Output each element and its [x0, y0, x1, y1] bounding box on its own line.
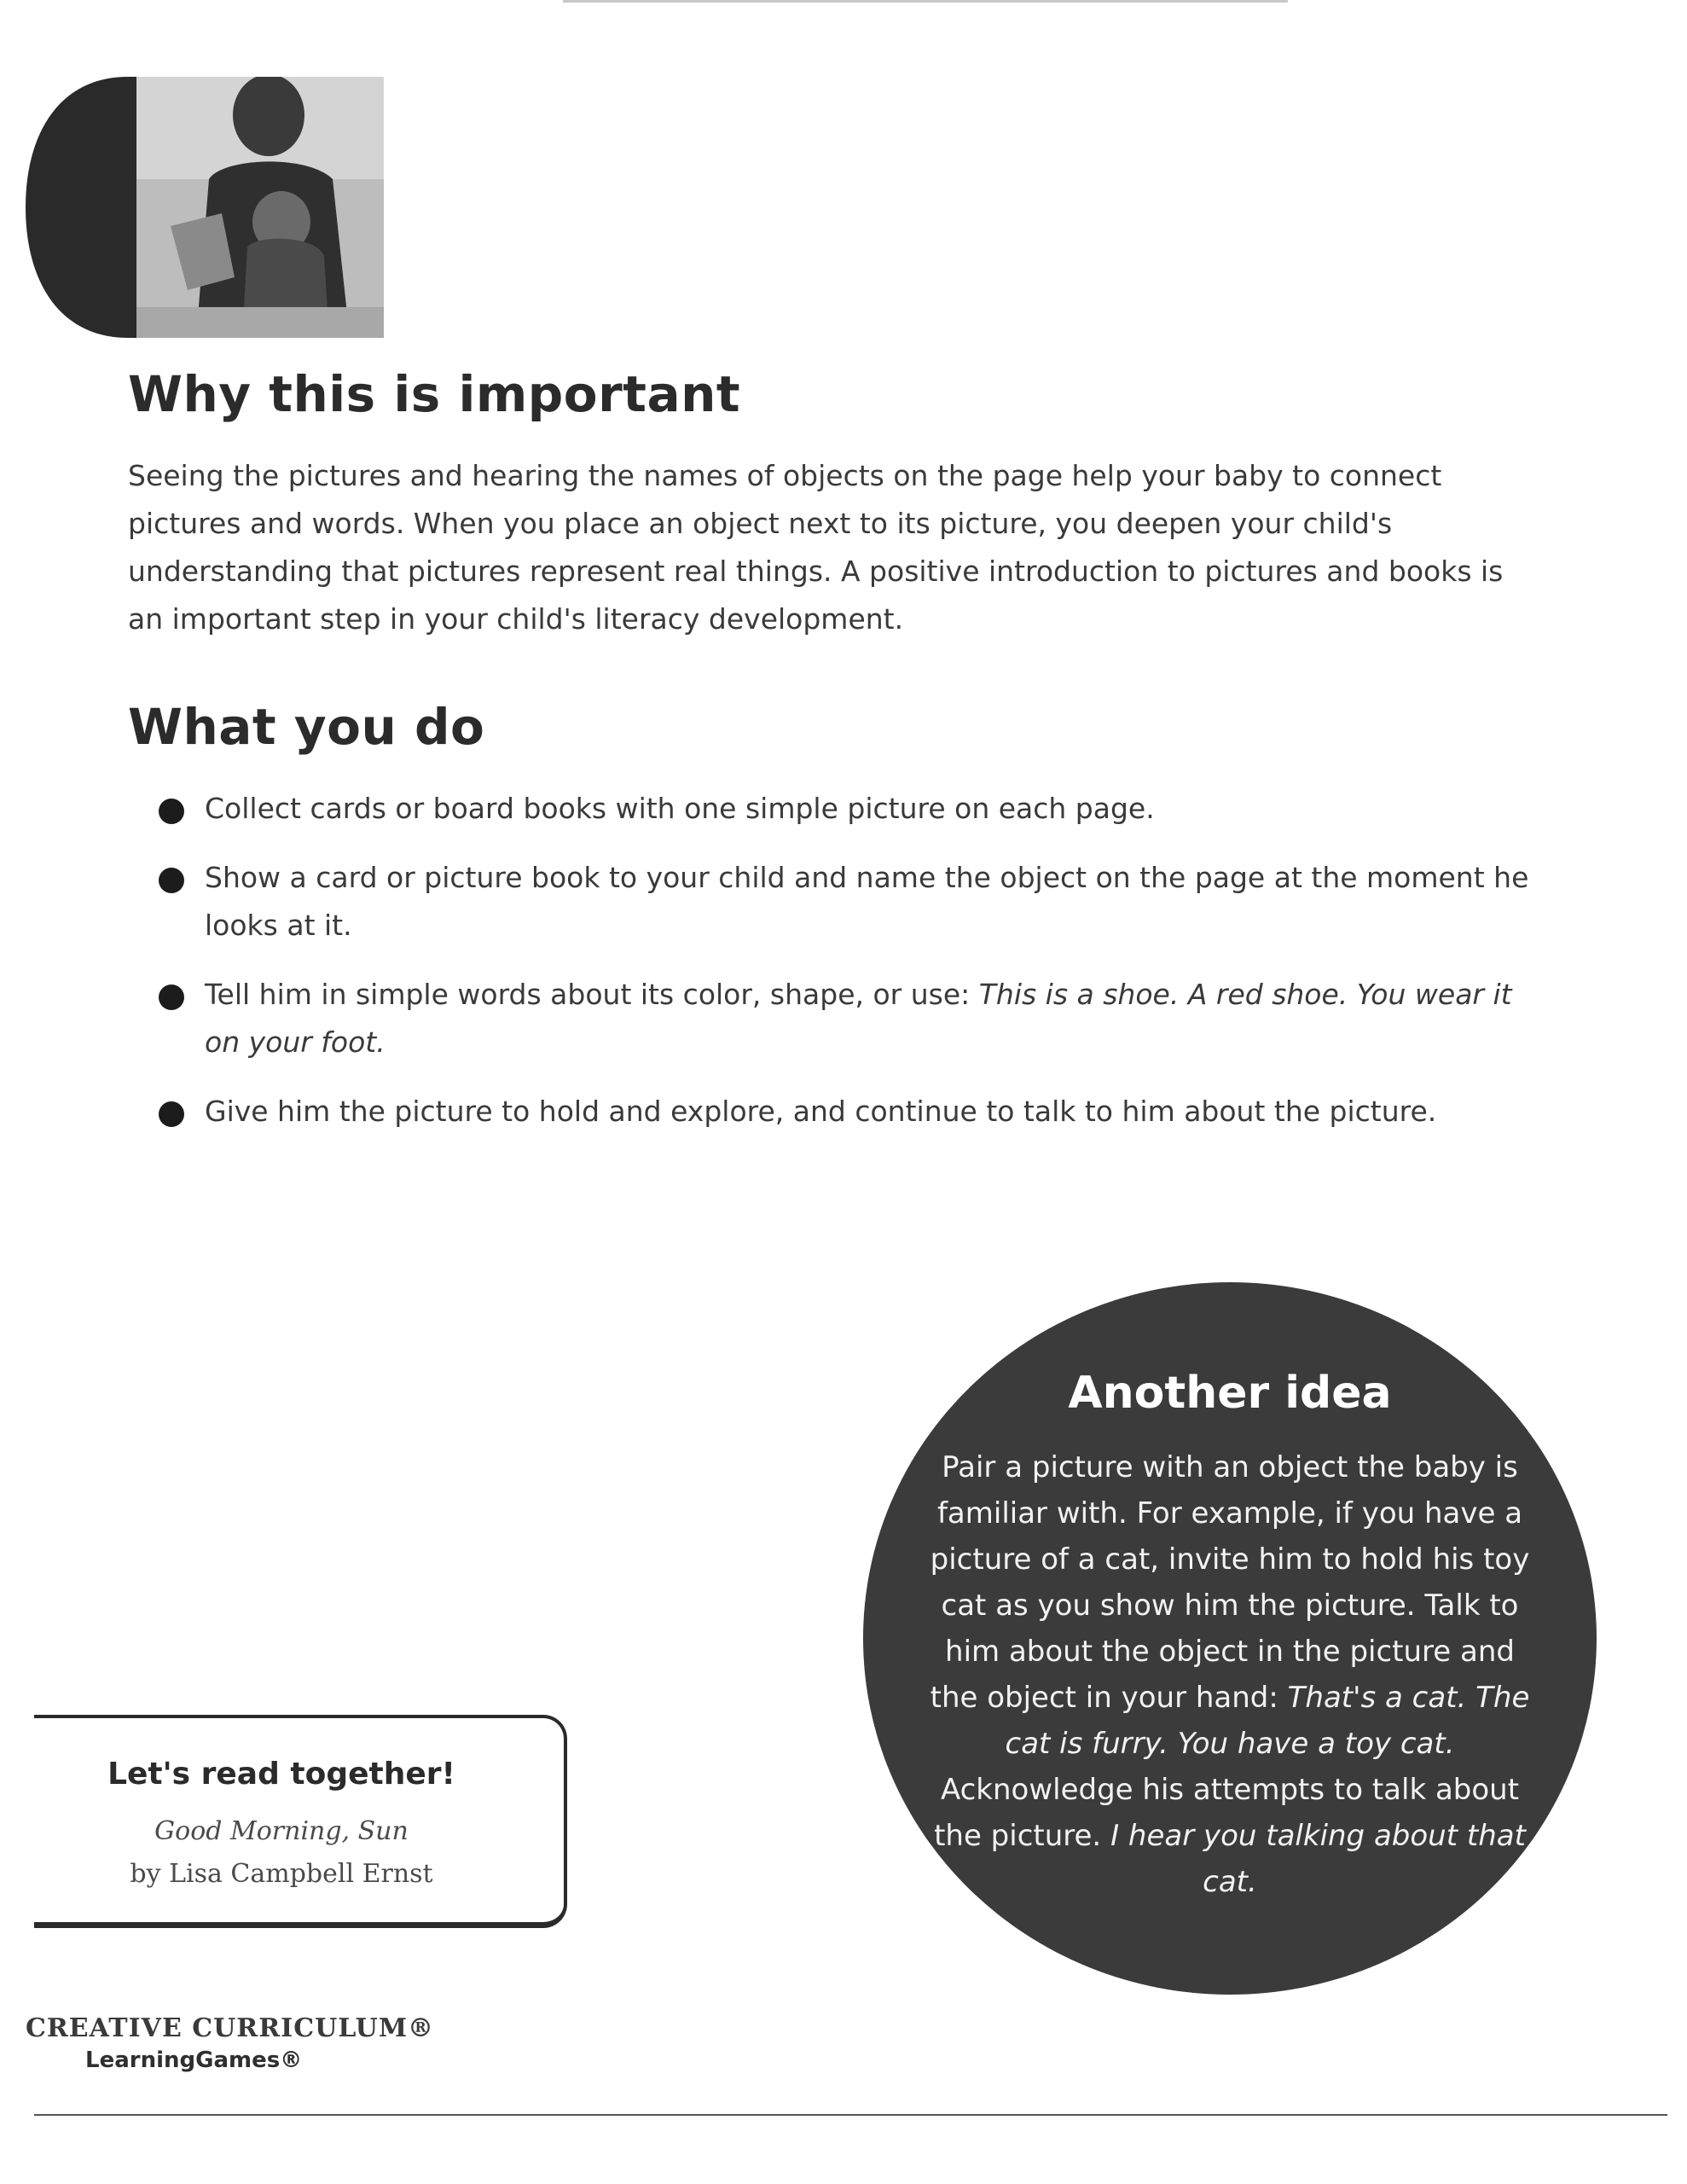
step-item — [154, 854, 1535, 950]
read-together-title: Let's read together! — [107, 1757, 455, 1792]
bullet-icon — [159, 985, 184, 1010]
book-author: by Lisa Campbell Ernst — [130, 1859, 433, 1889]
idea-text-2: Acknowledge his attempts to talk about the picture. — [934, 1773, 1520, 1853]
logo-line-2: LearningGames® — [85, 2048, 303, 2073]
read-together-box — [34, 1715, 567, 1928]
step-text: Collect cards or board books with one simple picture on each page. — [205, 792, 1155, 825]
book-title: Good Morning, Sun — [154, 1816, 409, 1846]
top-edge-rule — [563, 0, 1288, 3]
why-important-heading: Why this is important — [128, 365, 741, 423]
another-idea-body — [927, 1444, 1533, 1905]
why-important-paragraph: Seeing the pictures and hearing the names of objects on the page help your baby to connect pictures and words. When you place an object next to its picture, you deepen your child's understanding that pictures represent real things. A positive introduction to pictures and books is an important step in your child's literacy development. — [128, 459, 1504, 636]
parent-baby-photo — [26, 77, 384, 338]
step-example-italic: This is a shoe. A red shoe. You wear it on your foot. — [205, 978, 1512, 1059]
idea-italic-2: I hear you talking about that cat. — [1110, 1819, 1526, 1899]
photo-image-icon — [26, 77, 384, 338]
creative-curriculum-logo — [26, 2013, 435, 2082]
step-item — [154, 785, 1535, 833]
bullet-icon — [159, 868, 184, 893]
footer-rule — [34, 2114, 1667, 2116]
bullet-icon — [159, 799, 184, 824]
step-item — [154, 1088, 1535, 1136]
step-text: Tell him in simple words about its color, shape, or use: — [205, 978, 979, 1011]
steps-list — [154, 785, 1535, 1157]
step-text: Show a card or picture book to your child and name the object on the page at the moment he looks at it. — [205, 861, 1529, 942]
step-text: Give him the picture to hold and explore, and continue to talk to him about the picture. — [205, 1095, 1437, 1128]
step-item — [154, 971, 1535, 1066]
bullet-icon — [159, 1101, 184, 1127]
idea-italic-1: That's a cat. The cat is furry. You have a toy cat. — [1005, 1681, 1530, 1761]
another-idea-circle — [863, 1282, 1597, 1995]
logo-line-1: CREATIVE CURRICULUM® — [26, 2013, 435, 2043]
what-you-do-heading: What you do — [128, 698, 485, 756]
another-idea-title: Another idea — [1068, 1368, 1392, 1419]
idea-text-1: Pair a picture with an object the baby is familiar with. For example, if you have a picture of a cat, invite him to hold his toy cat as you show him the picture. Talk to him about the object in the picture and the object in your hand: — [930, 1450, 1530, 1715]
